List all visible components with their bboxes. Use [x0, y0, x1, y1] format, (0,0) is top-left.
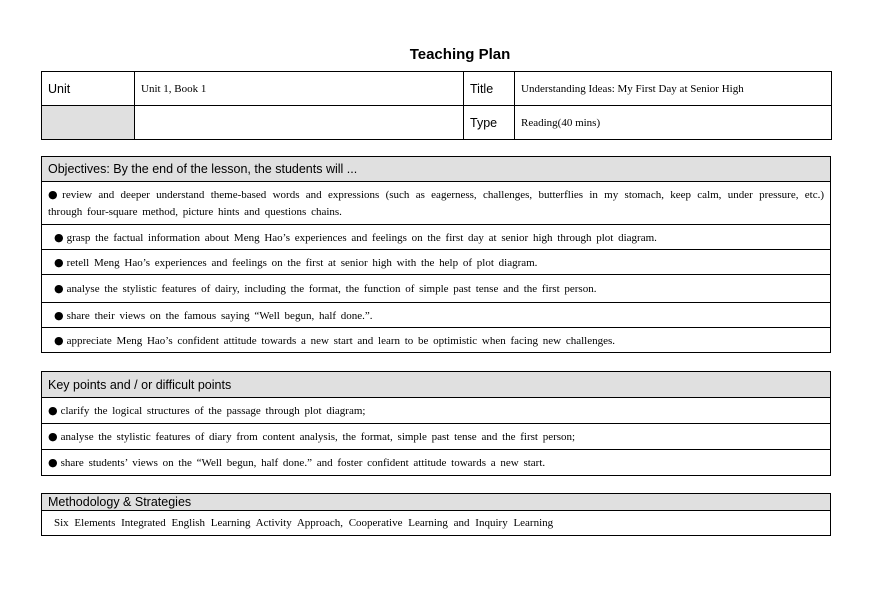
bullet-icon: ●: [48, 456, 58, 469]
bullet-icon: ●: [48, 430, 58, 443]
type-value: Reading(40 mins): [515, 106, 832, 140]
key-point-item-text: share students’ views on the “Well begun, half done.” and foster confident attitude towards a new start.: [60, 457, 546, 469]
objective-item-text: appreciate Meng Hao’s confident attitude towards a new start and learn to be optimistic when facing new challenges.: [66, 334, 615, 347]
key-points-table: [41, 371, 831, 476]
objectives-table: [41, 156, 831, 353]
objective-item-text: analyse the stylistic features of dairy, including the format, the function of simple past tense and the first person.: [66, 283, 597, 295]
objective-item: [42, 275, 831, 303]
title-label: Title: [464, 72, 515, 106]
bullet-icon: ●: [54, 333, 64, 347]
unit-label: Unit: [42, 72, 135, 106]
bullet-icon: ●: [54, 230, 64, 244]
methodology-text: Six Elements Integrated English Learning Activity Approach, Cooperative Learning and Inquiry Learning: [42, 511, 831, 536]
info-row-type: [42, 106, 832, 140]
objective-item: [42, 303, 831, 328]
key-point-item: [42, 398, 831, 424]
info-table: [41, 71, 832, 140]
key-point-item-text: clarify the logical structures of the passage through plot diagram;: [60, 405, 366, 417]
unit-value: Unit 1, Book 1: [135, 72, 464, 106]
objectives-header: Objectives: By the end of the lesson, the students will ...: [42, 157, 831, 182]
key-point-item: [42, 424, 831, 450]
key-points-header: Key points and / or difficult points: [42, 372, 831, 398]
empty-label-cell: [42, 106, 135, 140]
objective-item: [42, 225, 831, 250]
objective-item: [42, 328, 831, 353]
bullet-icon: ●: [54, 308, 64, 322]
objective-item: [42, 250, 831, 275]
type-label: Type: [464, 106, 515, 140]
bullet-icon: ●: [54, 255, 64, 269]
title-value: Understanding Ideas: My First Day at Senior High: [515, 72, 832, 106]
objective-item-text: share their views on the famous saying “Well begun, half done.”.: [66, 309, 373, 322]
page-title: Teaching Plan: [409, 46, 511, 63]
bullet-icon: ●: [48, 404, 58, 417]
objective-item-text: review and deeper understand theme-based words and expressions (such as eagerness, challenges, butterflies in my stomach, keep calm, under pressure, etc.) through four-square method, picture hints and questions chains.: [48, 188, 825, 218]
bullet-icon: ●: [54, 282, 64, 295]
info-row-unit: [42, 72, 832, 106]
bullet-icon: ●: [48, 187, 60, 201]
empty-value-cell: [135, 106, 464, 140]
objective-item-text: retell Meng Hao’s experiences and feelings on the first at senior high with the help of plot diagram.: [66, 256, 538, 269]
objective-item: [42, 182, 831, 225]
objective-item-text: grasp the factual information about Meng Hao’s experiences and feelings on the first day at senior high through plot diagram.: [66, 231, 657, 244]
key-point-item: [42, 450, 831, 476]
methodology-header: Methodology & Strategies: [42, 494, 831, 511]
methodology-table: [41, 493, 831, 536]
key-point-item-text: analyse the stylistic features of diary from content analysis, the format, simple past tense and the first person;: [60, 431, 576, 443]
